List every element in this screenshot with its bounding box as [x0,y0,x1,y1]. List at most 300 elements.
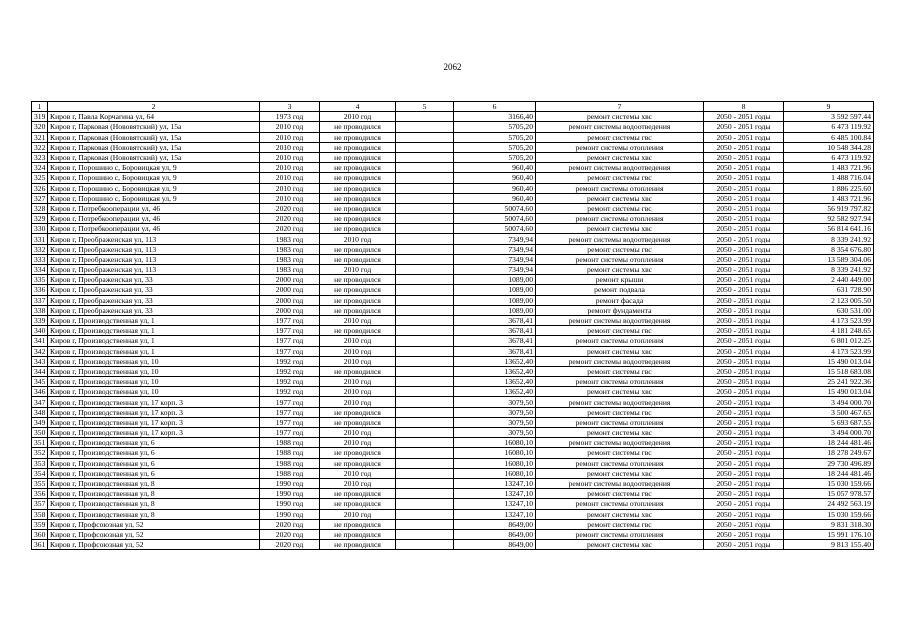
table-row [32,468,874,478]
period-cell: 2050 - 2051 годы [704,438,784,448]
work-type-cell: ремонт системы водоотведения [536,163,704,173]
header-cell-5: 5 [396,102,454,112]
last-repair-cell: 2010 год [320,265,396,275]
area-cell: 3678,41 [454,326,536,336]
work-type-cell: ремонт системы отопления [536,458,704,468]
build-year-cell: 2020 год [260,529,320,539]
cost-cell: 1 886 225.60 [784,183,874,193]
row-number-cell: 341 [32,336,48,346]
last-repair-cell: не проводился [320,275,396,285]
table-row [32,224,874,234]
empty-cell [396,112,454,122]
empty-cell [396,305,454,315]
area-cell: 16080,10 [454,438,536,448]
row-number-cell: 332 [32,244,48,254]
area-cell: 3678,41 [454,336,536,346]
row-number-cell: 354 [32,468,48,478]
cost-cell: 3 494 000.70 [784,428,874,438]
last-repair-cell: 2010 год [320,356,396,366]
header-cell-1: 1 [32,102,48,112]
address-cell: Киров г, Преображенская ул, 113 [48,265,260,275]
empty-cell [396,428,454,438]
row-number-cell: 361 [32,540,48,550]
work-type-cell: ремонт системы гвс [536,407,704,417]
empty-cell [396,438,454,448]
row-number-cell: 342 [32,346,48,356]
address-cell: Киров г, Порошино с, Боровицкая ул, 9 [48,163,260,173]
last-repair-cell: не проводился [320,499,396,509]
address-cell: Киров г, Производственная ул, 8 [48,499,260,509]
last-repair-cell: не проводился [320,519,396,529]
address-cell: Киров г, Производственная ул, 10 [48,387,260,397]
area-cell: 1089,00 [454,275,536,285]
build-year-cell: 1973 год [260,112,320,122]
cost-cell: 6 801 012.25 [784,336,874,346]
table-row [32,305,874,315]
row-number-cell: 344 [32,366,48,376]
last-repair-cell: 2010 год [320,346,396,356]
address-cell: Киров г, Профсоюзная ул, 52 [48,529,260,539]
build-year-cell: 1992 год [260,387,320,397]
period-cell: 2050 - 2051 годы [704,214,784,224]
empty-cell [396,163,454,173]
work-type-cell: ремонт системы хвс [536,509,704,519]
build-year-cell: 1977 год [260,346,320,356]
cost-cell: 15 490 013.04 [784,387,874,397]
address-cell: Киров г, Производственная ул, 6 [48,458,260,468]
build-year-cell: 1977 год [260,315,320,325]
area-cell: 8649,00 [454,519,536,529]
work-type-cell: ремонт системы хвс [536,540,704,550]
period-cell: 2050 - 2051 годы [704,458,784,468]
period-cell: 2050 - 2051 годы [704,468,784,478]
table-row [32,428,874,438]
row-number-cell: 349 [32,417,48,427]
area-cell: 5705,20 [454,152,536,162]
work-type-cell: ремонт системы водоотведения [536,478,704,488]
last-repair-cell: не проводился [320,540,396,550]
build-year-cell: 1988 год [260,458,320,468]
period-cell: 2050 - 2051 годы [704,305,784,315]
address-cell: Киров г, Производственная ул, 17 корп. 3 [48,428,260,438]
empty-cell [396,478,454,488]
last-repair-cell: не проводился [320,366,396,376]
area-cell: 3079,50 [454,417,536,427]
address-cell: Киров г, Порошино с, Боровицкая ул, 9 [48,173,260,183]
cost-cell: 6 473 119.92 [784,152,874,162]
row-number-cell: 327 [32,193,48,203]
build-year-cell: 1992 год [260,356,320,366]
address-cell: Киров г, Преображенская ул, 33 [48,305,260,315]
work-type-cell: ремонт системы отопления [536,214,704,224]
last-repair-cell: 2010 год [320,509,396,519]
cost-cell: 1 483 721.96 [784,163,874,173]
row-number-cell: 345 [32,377,48,387]
empty-cell [396,346,454,356]
area-cell: 16080,10 [454,458,536,468]
last-repair-cell: 2010 год [320,315,396,325]
table-row [32,529,874,539]
area-cell: 16080,10 [454,468,536,478]
build-year-cell: 2010 год [260,142,320,152]
area-cell: 13247,10 [454,478,536,488]
build-year-cell: 1990 год [260,499,320,509]
empty-cell [396,448,454,458]
period-cell: 2050 - 2051 годы [704,448,784,458]
address-cell: Киров г, Профсоюзная ул, 52 [48,540,260,550]
build-year-cell: 1990 год [260,478,320,488]
area-cell: 3678,41 [454,315,536,325]
table-row [32,448,874,458]
address-cell: Киров г, Павла Корчагина ул, 64 [48,112,260,122]
empty-cell [396,193,454,203]
area-cell: 5705,20 [454,132,536,142]
work-type-cell: ремонт системы гвс [536,489,704,499]
cost-cell: 29 730 496.89 [784,458,874,468]
row-number-cell: 339 [32,315,48,325]
row-number-cell: 333 [32,254,48,264]
cost-cell: 15 490 013.04 [784,356,874,366]
work-type-cell: ремонт системы отопления [536,336,704,346]
area-cell: 13247,10 [454,509,536,519]
empty-cell [396,509,454,519]
table-row [32,417,874,427]
table-row [32,254,874,264]
build-year-cell: 2000 год [260,295,320,305]
build-year-cell: 2020 год [260,519,320,529]
period-cell: 2050 - 2051 годы [704,509,784,519]
build-year-cell: 2010 год [260,122,320,132]
work-type-cell: ремонт системы хвс [536,193,704,203]
area-cell: 13652,40 [454,366,536,376]
address-cell: Киров г, Потребкооперации ул, 46 [48,224,260,234]
period-cell: 2050 - 2051 годы [704,387,784,397]
empty-cell [396,265,454,275]
last-repair-cell: не проводился [320,142,396,152]
period-cell: 2050 - 2051 годы [704,122,784,132]
build-year-cell: 2020 год [260,224,320,234]
period-cell: 2050 - 2051 годы [704,224,784,234]
cost-cell: 4 181 248.65 [784,326,874,336]
row-number-cell: 320 [32,122,48,132]
empty-cell [396,152,454,162]
area-cell: 3079,50 [454,407,536,417]
table-row [32,458,874,468]
period-cell: 2050 - 2051 годы [704,336,784,346]
last-repair-cell: не проводился [320,458,396,468]
row-number-cell: 330 [32,224,48,234]
row-number-cell: 321 [32,132,48,142]
row-number-cell: 338 [32,305,48,315]
row-number-cell: 353 [32,458,48,468]
empty-cell [396,275,454,285]
last-repair-cell: не проводился [320,132,396,142]
address-cell: Киров г, Производственная ул, 6 [48,468,260,478]
row-number-cell: 335 [32,275,48,285]
table-row [32,275,874,285]
row-number-cell: 319 [32,112,48,122]
row-number-cell: 352 [32,448,48,458]
period-cell: 2050 - 2051 годы [704,112,784,122]
empty-cell [396,407,454,417]
table-row [32,499,874,509]
table-body [32,112,874,550]
cost-cell: 1 488 716.04 [784,173,874,183]
period-cell: 2050 - 2051 годы [704,315,784,325]
row-number-cell: 340 [32,326,48,336]
cost-cell: 9 831 318.30 [784,519,874,529]
area-cell: 960,40 [454,163,536,173]
work-type-cell: ремонт фасада [536,295,704,305]
table-row [32,326,874,336]
cost-cell: 18 244 481.46 [784,468,874,478]
row-number-cell: 334 [32,265,48,275]
area-cell: 3166,40 [454,112,536,122]
cost-cell: 2 440 449.00 [784,275,874,285]
cost-cell: 4 173 523.99 [784,315,874,325]
empty-cell [396,540,454,550]
work-type-cell: ремонт подвала [536,285,704,295]
area-cell: 1089,00 [454,295,536,305]
table-row [32,397,874,407]
table-row [32,387,874,397]
last-repair-cell: не проводился [320,489,396,499]
last-repair-cell: 2010 год [320,468,396,478]
period-cell: 2050 - 2051 годы [704,397,784,407]
row-number-cell: 358 [32,509,48,519]
area-cell: 50074,60 [454,214,536,224]
cost-cell: 3 494 000.70 [784,397,874,407]
table-row [32,193,874,203]
work-type-cell: ремонт системы отопления [536,142,704,152]
work-type-cell: ремонт системы хвс [536,152,704,162]
table-row [32,183,874,193]
address-cell: Киров г, Производственная ул, 17 корп. 3 [48,407,260,417]
table-row [32,285,874,295]
empty-cell [396,214,454,224]
build-year-cell: 2000 год [260,275,320,285]
work-type-cell: ремонт системы гвс [536,173,704,183]
period-cell: 2050 - 2051 годы [704,428,784,438]
period-cell: 2050 - 2051 годы [704,377,784,387]
empty-cell [396,183,454,193]
table-row [32,112,874,122]
page-number: 2062 [443,62,462,72]
last-repair-cell: не проводился [320,152,396,162]
work-type-cell: ремонт системы водоотведения [536,315,704,325]
address-cell: Киров г, Производственная ул, 8 [48,478,260,488]
period-cell: 2050 - 2051 годы [704,489,784,499]
build-year-cell: 1977 год [260,407,320,417]
work-type-cell: ремонт системы водоотведения [536,234,704,244]
address-cell: Киров г, Профсоюзная ул, 52 [48,519,260,529]
cost-cell: 2 123 005.50 [784,295,874,305]
area-cell: 960,40 [454,173,536,183]
work-type-cell: ремонт системы хвс [536,468,704,478]
cost-cell: 25 241 922.36 [784,377,874,387]
table-row [32,163,874,173]
last-repair-cell: не проводился [320,417,396,427]
row-number-cell: 328 [32,203,48,213]
address-cell: Киров г, Парковая (Нововятский) ул, 15а [48,132,260,142]
cost-cell: 15 030 159.66 [784,509,874,519]
last-repair-cell: не проводился [320,183,396,193]
period-cell: 2050 - 2051 годы [704,254,784,264]
last-repair-cell: 2010 год [320,428,396,438]
cost-cell: 631 728.90 [784,285,874,295]
period-cell: 2050 - 2051 годы [704,193,784,203]
cost-cell: 92 582 927.94 [784,214,874,224]
cost-cell: 8 339 241.92 [784,265,874,275]
row-number-cell: 351 [32,438,48,448]
empty-cell [396,397,454,407]
table-header-row [32,102,874,112]
period-cell: 2050 - 2051 годы [704,183,784,193]
table-row [32,173,874,183]
cost-cell: 15 991 176.10 [784,529,874,539]
row-number-cell: 348 [32,407,48,417]
period-cell: 2050 - 2051 годы [704,234,784,244]
cost-cell: 6 485 100.84 [784,132,874,142]
period-cell: 2050 - 2051 годы [704,285,784,295]
address-cell: Киров г, Производственная ул, 10 [48,356,260,366]
table-row [32,234,874,244]
period-cell: 2050 - 2051 годы [704,356,784,366]
empty-cell [396,356,454,366]
work-type-cell: ремонт системы гвс [536,132,704,142]
period-cell: 2050 - 2051 годы [704,499,784,509]
build-year-cell: 1977 год [260,417,320,427]
period-cell: 2050 - 2051 годы [704,203,784,213]
table-row [32,122,874,132]
empty-cell [396,285,454,295]
table-row [32,132,874,142]
build-year-cell: 1983 год [260,265,320,275]
period-cell: 2050 - 2051 годы [704,478,784,488]
build-year-cell: 2010 год [260,173,320,183]
address-cell: Киров г, Производственная ул, 8 [48,489,260,499]
last-repair-cell: не проводился [320,529,396,539]
area-cell: 3678,41 [454,346,536,356]
build-year-cell: 2010 год [260,132,320,142]
period-cell: 2050 - 2051 годы [704,152,784,162]
empty-cell [396,336,454,346]
area-cell: 13247,10 [454,499,536,509]
period-cell: 2050 - 2051 годы [704,366,784,376]
area-cell: 13652,40 [454,377,536,387]
area-cell: 3079,50 [454,397,536,407]
area-cell: 3079,50 [454,428,536,438]
address-cell: Киров г, Производственная ул, 1 [48,336,260,346]
empty-cell [396,326,454,336]
build-year-cell: 1977 год [260,397,320,407]
last-repair-cell: не проводился [320,285,396,295]
address-cell: Киров г, Потребкооперации ул, 46 [48,203,260,213]
work-type-cell: ремонт системы водоотведения [536,356,704,366]
period-cell: 2050 - 2051 годы [704,407,784,417]
last-repair-cell: не проводился [320,173,396,183]
build-year-cell: 1983 год [260,234,320,244]
work-type-cell: ремонт фундамента [536,305,704,315]
area-cell: 50074,60 [454,224,536,234]
area-cell: 7349,94 [454,265,536,275]
row-number-cell: 325 [32,173,48,183]
last-repair-cell: не проводился [320,224,396,234]
empty-cell [396,458,454,468]
empty-cell [396,122,454,132]
work-type-cell: ремонт системы отопления [536,254,704,264]
header-cell-9: 9 [784,102,874,112]
row-number-cell: 322 [32,142,48,152]
row-number-cell: 346 [32,387,48,397]
build-year-cell: 1992 год [260,366,320,376]
cost-cell: 24 492 563.19 [784,499,874,509]
last-repair-cell: не проводился [320,305,396,315]
work-type-cell: ремонт системы гвс [536,203,704,213]
last-repair-cell: не проводился [320,244,396,254]
work-type-cell: ремонт системы отопления [536,417,704,427]
work-type-cell: ремонт системы отопления [536,377,704,387]
row-number-cell: 343 [32,356,48,366]
empty-cell [396,468,454,478]
work-type-cell: ремонт системы гвс [536,366,704,376]
period-cell: 2050 - 2051 годы [704,417,784,427]
address-cell: Киров г, Парковая (Нововятский) ул, 15а [48,152,260,162]
last-repair-cell: 2010 год [320,397,396,407]
empty-cell [396,244,454,254]
empty-cell [396,224,454,234]
build-year-cell: 1992 год [260,377,320,387]
work-type-cell: ремонт системы водоотведения [536,438,704,448]
table-row [32,407,874,417]
build-year-cell: 1983 год [260,254,320,264]
row-number-cell: 356 [32,489,48,499]
build-year-cell: 1977 год [260,336,320,346]
repair-schedule-table [31,101,874,550]
table-row [32,377,874,387]
last-repair-cell: 2010 год [320,478,396,488]
table-row [32,265,874,275]
build-year-cell: 2020 год [260,214,320,224]
address-cell: Киров г, Порошино с, Боровицкая ул, 9 [48,183,260,193]
area-cell: 16080,10 [454,448,536,458]
area-cell: 7349,94 [454,234,536,244]
table-row [32,244,874,254]
cost-cell: 15 057 978.57 [784,489,874,499]
period-cell: 2050 - 2051 годы [704,244,784,254]
empty-cell [396,499,454,509]
last-repair-cell: не проводился [320,122,396,132]
cost-cell: 15 518 683.08 [784,366,874,376]
build-year-cell: 1990 год [260,509,320,519]
build-year-cell: 2010 год [260,163,320,173]
empty-cell [396,173,454,183]
empty-cell [396,234,454,244]
address-cell: Киров г, Производственная ул, 6 [48,438,260,448]
period-cell: 2050 - 2051 годы [704,275,784,285]
table-row [32,489,874,499]
address-cell: Киров г, Производственная ул, 17 корп. 3 [48,417,260,427]
empty-cell [396,529,454,539]
address-cell: Киров г, Преображенская ул, 33 [48,285,260,295]
build-year-cell: 1988 год [260,468,320,478]
header-cell-3: 3 [260,102,320,112]
address-cell: Киров г, Парковая (Нововятский) ул, 15а [48,142,260,152]
empty-cell [396,366,454,376]
table-row [32,478,874,488]
address-cell: Киров г, Производственная ул, 10 [48,366,260,376]
row-number-cell: 359 [32,519,48,529]
